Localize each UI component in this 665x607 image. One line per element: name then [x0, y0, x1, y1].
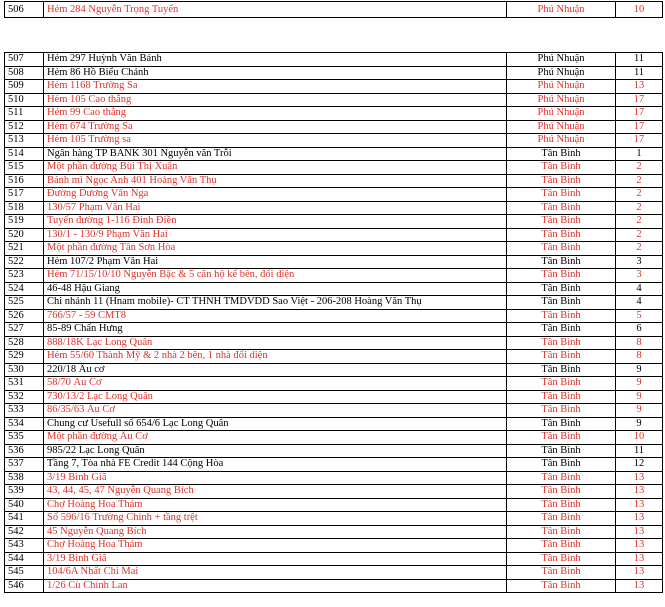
- row-district: Tân Bình: [507, 228, 616, 242]
- row-district: Tân Bình: [507, 147, 616, 161]
- row-number: 528: [5, 336, 44, 350]
- row-district: Tân Bình: [507, 498, 616, 512]
- row-address: Hẻm 284 Nguyễn Trọng Tuyển: [44, 2, 507, 18]
- row-number: 537: [5, 458, 44, 472]
- row-number: 524: [5, 282, 44, 296]
- row-address: Một phần đường Tân Sơn Hòa: [44, 242, 507, 256]
- row-district: Tân Bình: [507, 188, 616, 202]
- row-count: 13: [616, 525, 663, 539]
- row-district: Tân Bình: [507, 512, 616, 526]
- row-count: 13: [616, 512, 663, 526]
- table-row: [5, 174, 663, 188]
- row-district: Phú Nhuận: [507, 93, 616, 107]
- row-number: 523: [5, 269, 44, 283]
- row-number: 509: [5, 80, 44, 94]
- table-row: [5, 201, 663, 215]
- table-row: [5, 377, 663, 391]
- table-row: [5, 471, 663, 485]
- table-row: [5, 309, 663, 323]
- row-district: Tân Bình: [507, 539, 616, 553]
- row-number: 539: [5, 485, 44, 499]
- row-address: 130/57 Phạm Văn Hai: [44, 201, 507, 215]
- row-district: Tân Bình: [507, 363, 616, 377]
- table-row: [5, 336, 663, 350]
- row-number: 534: [5, 417, 44, 431]
- row-number: 546: [5, 579, 44, 593]
- row-count: 13: [616, 552, 663, 566]
- row-address: Một phần đường Âu Cơ: [44, 431, 507, 445]
- table-row: [5, 579, 663, 593]
- table-row: [5, 431, 663, 445]
- row-address: 730/13/2 Lạc Long Quân: [44, 390, 507, 404]
- row-number: 544: [5, 552, 44, 566]
- row-address: Chợ Hoàng Hoa Thám: [44, 539, 507, 553]
- row-number: 525: [5, 296, 44, 310]
- row-address: Hẻm 86 Hồ Biểu Chánh: [44, 66, 507, 80]
- row-address: Hẻm 105 Cao thắng: [44, 93, 507, 107]
- table-row: [5, 228, 663, 242]
- row-number: 506: [5, 2, 44, 18]
- row-count: 9: [616, 404, 663, 418]
- row-district: Tân Bình: [507, 404, 616, 418]
- location-table: [4, 52, 663, 593]
- row-number: 532: [5, 390, 44, 404]
- row-address: 888/18K Lạc Long Quân: [44, 336, 507, 350]
- row-address: Tuyến đường 1-116 Đinh Điền: [44, 215, 507, 229]
- row-address: Chi nhánh 11 (Hnam mobile)- CT THNH TMDVDD Sao Việt - 206-208 Hoàng Văn Thụ: [44, 296, 507, 310]
- row-count: 11: [616, 66, 663, 80]
- row-district: Tân Bình: [507, 255, 616, 269]
- row-address: 3/19 Bình Giã: [44, 471, 507, 485]
- row-district: Tân Bình: [507, 336, 616, 350]
- table-row: [5, 525, 663, 539]
- row-district: Tân Bình: [507, 458, 616, 472]
- row-number: 518: [5, 201, 44, 215]
- row-district: Tân Bình: [507, 161, 616, 175]
- row-count: 1: [616, 147, 663, 161]
- row-district: Tân Bình: [507, 174, 616, 188]
- table-row: [5, 255, 663, 269]
- row-count: 17: [616, 120, 663, 134]
- table-row: [5, 444, 663, 458]
- row-count: 2: [616, 228, 663, 242]
- table-row: [5, 458, 663, 472]
- table-row: [5, 80, 663, 94]
- table-row: [5, 296, 663, 310]
- row-address: Một phần đường Bùi Thị Xuân: [44, 161, 507, 175]
- row-address: 1/26 Cù Chính Lan: [44, 579, 507, 593]
- row-district: Tân Bình: [507, 215, 616, 229]
- table-row: [5, 350, 663, 364]
- row-count: 4: [616, 296, 663, 310]
- row-count: 17: [616, 134, 663, 148]
- row-district: Tân Bình: [507, 377, 616, 391]
- row-address: Hẻm 99 Cao thắng: [44, 107, 507, 121]
- row-count: 17: [616, 93, 663, 107]
- row-number: 507: [5, 53, 44, 67]
- row-number: 540: [5, 498, 44, 512]
- row-district: Tân Bình: [507, 323, 616, 337]
- row-count: 11: [616, 53, 663, 67]
- row-address: 46-48 Hậu Giang: [44, 282, 507, 296]
- row-number: 519: [5, 215, 44, 229]
- table-row: [5, 512, 663, 526]
- row-address: 220/18 Âu cơ: [44, 363, 507, 377]
- row-district: Phú Nhuận: [507, 107, 616, 121]
- row-count: 9: [616, 417, 663, 431]
- top-table: [4, 1, 663, 18]
- row-address: 985/22 Lạc Long Quân: [44, 444, 507, 458]
- row-address: Hẻm 1168 Trường Sa: [44, 80, 507, 94]
- table-row: [5, 539, 663, 553]
- row-district: Tân Bình: [507, 296, 616, 310]
- row-district: Tân Bình: [507, 552, 616, 566]
- row-address: Ngân hàng TP BANK 301 Nguyễn văn Trỗi: [44, 147, 507, 161]
- table-row: [5, 323, 663, 337]
- row-district: Tân Bình: [507, 566, 616, 580]
- table-row: [5, 134, 663, 148]
- row-address: Đường Dương Vân Nga: [44, 188, 507, 202]
- table-row: [5, 215, 663, 229]
- location-table-body: [5, 53, 663, 593]
- row-count: 12: [616, 458, 663, 472]
- row-address: Số 596/16 Trường Chinh + tầng trệt: [44, 512, 507, 526]
- table-row: [5, 485, 663, 499]
- row-number: 511: [5, 107, 44, 121]
- row-address: 58/70 Âu Cơ: [44, 377, 507, 391]
- table-row: [5, 417, 663, 431]
- row-count: 5: [616, 309, 663, 323]
- row-address: Hẻm 107/2 Phạm Văn Hai: [44, 255, 507, 269]
- row-district: Tân Bình: [507, 525, 616, 539]
- row-count: 17: [616, 107, 663, 121]
- table-row: [5, 566, 663, 580]
- row-district: Tân Bình: [507, 282, 616, 296]
- row-number: 531: [5, 377, 44, 391]
- row-number: 521: [5, 242, 44, 256]
- row-address: Hẻm 674 Trường Sa: [44, 120, 507, 134]
- row-address: 3/19 Bình Giã: [44, 552, 507, 566]
- row-district: Phú Nhuận: [507, 134, 616, 148]
- row-number: 508: [5, 66, 44, 80]
- row-count: 13: [616, 471, 663, 485]
- row-count: 13: [616, 539, 663, 553]
- table-row: [5, 242, 663, 256]
- row-address: 86/35/63 Âu Cơ: [44, 404, 507, 418]
- row-number: 517: [5, 188, 44, 202]
- row-number: 526: [5, 309, 44, 323]
- row-district: Tân Bình: [507, 201, 616, 215]
- table-row: [5, 188, 663, 202]
- row-district: Tân Bình: [507, 309, 616, 323]
- table-row: [5, 390, 663, 404]
- row-address: Hẻm 71/15/10/10 Nguyễn Bặc & 5 căn hộ kế bên, đối diện: [44, 269, 507, 283]
- row-number: 514: [5, 147, 44, 161]
- row-address: Tầng 7, Tòa nhà FE Credit 144 Cộng Hòa: [44, 458, 507, 472]
- table-row: [5, 404, 663, 418]
- row-number: 545: [5, 566, 44, 580]
- table-row: [5, 66, 663, 80]
- row-address: 104/6A Nhất Chi Mai: [44, 566, 507, 580]
- row-count: 10: [616, 431, 663, 445]
- row-district: Tân Bình: [507, 269, 616, 283]
- row-number: 529: [5, 350, 44, 364]
- table-row: [5, 53, 663, 67]
- row-count: 9: [616, 363, 663, 377]
- row-address: 45 Nguyễn Quang Bích: [44, 525, 507, 539]
- row-district: Tân Bình: [507, 579, 616, 593]
- row-count: 2: [616, 174, 663, 188]
- row-count: 3: [616, 255, 663, 269]
- row-number: 542: [5, 525, 44, 539]
- row-district: Tân Bình: [507, 471, 616, 485]
- row-number: 541: [5, 512, 44, 526]
- row-count: 9: [616, 377, 663, 391]
- row-district: Tân Bình: [507, 350, 616, 364]
- row-count: 13: [616, 579, 663, 593]
- row-count: 2: [616, 201, 663, 215]
- row-count: 8: [616, 336, 663, 350]
- row-number: 515: [5, 161, 44, 175]
- row-address: 766/57 - 59 CMT8: [44, 309, 507, 323]
- row-district: Phú Nhuận: [507, 120, 616, 134]
- row-address: Hẻm 297 Huỳnh Văn Bánh: [44, 53, 507, 67]
- row-address: Bánh mì Ngọc Anh 401 Hoàng Văn Thụ: [44, 174, 507, 188]
- row-count: 2: [616, 242, 663, 256]
- row-number: 512: [5, 120, 44, 134]
- row-address: Hẻm 105 Trường sa: [44, 134, 507, 148]
- table-row: [5, 269, 663, 283]
- row-count: 4: [616, 282, 663, 296]
- row-count: 13: [616, 498, 663, 512]
- row-number: 533: [5, 404, 44, 418]
- row-number: 522: [5, 255, 44, 269]
- row-number: 536: [5, 444, 44, 458]
- table-row: [5, 147, 663, 161]
- row-number: 538: [5, 471, 44, 485]
- row-count: 13: [616, 485, 663, 499]
- row-district: Tân Bình: [507, 485, 616, 499]
- row-district: Tân Bình: [507, 444, 616, 458]
- table-row: [5, 2, 663, 18]
- row-count: 9: [616, 390, 663, 404]
- row-number: 535: [5, 431, 44, 445]
- row-count: 13: [616, 566, 663, 580]
- row-number: 543: [5, 539, 44, 553]
- table-row: [5, 161, 663, 175]
- row-number: 513: [5, 134, 44, 148]
- row-count: 6: [616, 323, 663, 337]
- row-count: 13: [616, 80, 663, 94]
- row-number: 516: [5, 174, 44, 188]
- table-row: [5, 93, 663, 107]
- row-count: 8: [616, 350, 663, 364]
- row-count: 2: [616, 161, 663, 175]
- row-address: Chợ Hoàng Hoa Thám: [44, 498, 507, 512]
- table-row: [5, 107, 663, 121]
- table-row: [5, 120, 663, 134]
- row-district: Phú Nhuận: [507, 2, 616, 18]
- row-count: 3: [616, 269, 663, 283]
- row-address: Hẻm 55/60 Thành Mỹ & 2 nhà 2 bên, 1 nhà đối diện: [44, 350, 507, 364]
- row-address: 43, 44, 45, 47 Nguyễn Quang Bích: [44, 485, 507, 499]
- row-number: 510: [5, 93, 44, 107]
- table-row: [5, 363, 663, 377]
- table-row: [5, 498, 663, 512]
- row-count: 2: [616, 188, 663, 202]
- row-district: Tân Bình: [507, 431, 616, 445]
- table-row: [5, 552, 663, 566]
- row-district: Phú Nhuận: [507, 66, 616, 80]
- table-row: [5, 282, 663, 296]
- row-district: Phú Nhuận: [507, 53, 616, 67]
- row-number: 520: [5, 228, 44, 242]
- row-district: Tân Bình: [507, 417, 616, 431]
- row-district: Tân Bình: [507, 242, 616, 256]
- row-address: Chung cư Usefull số 654/6 Lạc Long Quân: [44, 417, 507, 431]
- row-address: 130/1 - 130/9 Phạm Văn Hai: [44, 228, 507, 242]
- row-count: 11: [616, 444, 663, 458]
- row-address: 85-89 Chấn Hưng: [44, 323, 507, 337]
- row-district: Phú Nhuận: [507, 80, 616, 94]
- row-count: 10: [616, 2, 663, 18]
- row-district: Tân Bình: [507, 390, 616, 404]
- row-count: 2: [616, 215, 663, 229]
- row-number: 530: [5, 363, 44, 377]
- row-number: 527: [5, 323, 44, 337]
